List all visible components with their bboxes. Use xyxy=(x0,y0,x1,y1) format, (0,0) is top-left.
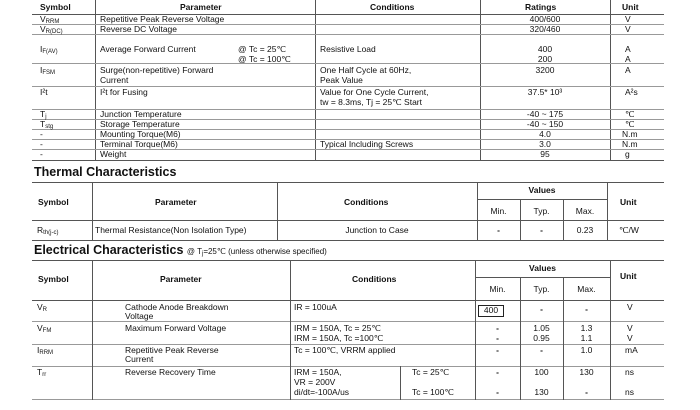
rating: -40 ~ 150 xyxy=(526,119,564,129)
unit: ℃/W xyxy=(619,225,639,235)
symbol: I xyxy=(37,345,40,355)
parameter: Repetitive Peak Reverse Voltage xyxy=(100,14,225,24)
unit: V xyxy=(625,14,631,24)
symbol-sub: FSM xyxy=(42,70,56,76)
header-parameter: Parameter xyxy=(180,2,222,12)
unit: A xyxy=(625,54,631,64)
header-conditions: Conditions xyxy=(352,274,397,284)
table-row xyxy=(37,368,46,381)
unit: V xyxy=(627,323,633,333)
rating: -40 ~ 175 xyxy=(526,109,564,119)
typ-value: - xyxy=(540,345,543,355)
header-values: Values xyxy=(528,185,556,195)
header-values: Values xyxy=(529,263,556,273)
unit: g xyxy=(625,149,630,159)
parameter-condition: @ Tc = 25℃ xyxy=(238,44,287,54)
condition-temp: Tc = 100℃ xyxy=(412,387,454,397)
unit: V xyxy=(627,302,633,312)
header-unit: Unit xyxy=(620,197,637,207)
parameter: Repetitive Peak Reverse xyxy=(125,345,219,355)
divider xyxy=(32,260,664,261)
parameter: Junction Temperature xyxy=(100,109,182,119)
divider xyxy=(290,260,291,400)
header-parameter: Parameter xyxy=(155,197,197,207)
parameter: Storage Temperature xyxy=(100,119,180,129)
thermal-title: Thermal Characteristics xyxy=(34,165,177,179)
parameter: Maximum Forward Voltage xyxy=(125,323,227,333)
unit: ℃ xyxy=(625,109,635,119)
table-row xyxy=(40,25,63,38)
divider xyxy=(32,399,664,400)
symbol-sub: j xyxy=(45,114,47,120)
parameter: Reverse Recovery Time xyxy=(125,367,216,377)
condition: Junction to Case xyxy=(345,225,409,235)
header-typ: Typ. xyxy=(533,206,550,216)
header-symbol: Symbol xyxy=(38,274,69,284)
divider xyxy=(32,240,664,241)
note-suffix: =25℃ (unless otherwise specified) xyxy=(203,247,327,256)
table-row xyxy=(37,324,51,337)
max-value: - xyxy=(585,387,588,397)
parameter: Voltage xyxy=(125,311,154,321)
parameter: Terminal Torque(M6) xyxy=(100,139,178,149)
condition: Peak Value xyxy=(320,75,363,85)
symbol-sub: FM xyxy=(42,328,52,334)
parameter: Cathode Anode Breakdown xyxy=(125,302,229,312)
table-row xyxy=(37,226,58,239)
parameter: Average Forward Current xyxy=(100,44,196,54)
unit: A xyxy=(625,44,631,54)
unit: N.m xyxy=(622,129,638,139)
divider xyxy=(475,277,610,278)
typ-value: 100 xyxy=(534,367,549,377)
rating: 95 xyxy=(540,149,550,159)
unit: V xyxy=(627,333,633,343)
parameter: Thermal Resistance(Non Isolation Type) xyxy=(95,225,247,235)
note-sub: j xyxy=(201,251,204,257)
min-value: - xyxy=(496,345,499,355)
header-conditions: Conditions xyxy=(344,197,389,207)
symbol: T xyxy=(37,367,43,377)
max-value: - xyxy=(585,304,588,314)
table-row xyxy=(37,346,53,359)
note-prefix: @ T xyxy=(186,247,202,256)
symbol: V xyxy=(37,302,43,312)
max-value: 130 xyxy=(579,367,594,377)
condition: IRM = 150A, xyxy=(294,367,342,377)
min-value: - xyxy=(497,225,500,235)
header-ratings: Ratings xyxy=(525,2,557,12)
header-parameter: Parameter xyxy=(160,274,202,284)
rating: 320/460 xyxy=(529,24,561,34)
divider xyxy=(32,300,664,301)
header-symbol: Symbol xyxy=(38,197,69,207)
parameter: Reverse DC Voltage xyxy=(100,24,178,34)
condition: IRM = 150A, Tc =100℃ xyxy=(294,333,384,343)
symbol: T xyxy=(40,119,46,129)
divider xyxy=(400,366,401,400)
rating: 200 xyxy=(537,54,553,64)
divider xyxy=(92,260,93,400)
symbol-sub: R(DC) xyxy=(45,29,63,35)
condition: di/dt=-100A/us xyxy=(294,387,350,397)
electrical-title-note xyxy=(187,247,327,256)
max-value: 1.0 xyxy=(580,345,593,355)
condition: Resistive Load xyxy=(320,44,376,54)
rating: 3.0 xyxy=(539,139,551,149)
typ-value: - xyxy=(540,304,543,314)
symbol: - xyxy=(40,139,43,149)
symbol-sub: th(j-c) xyxy=(43,230,59,236)
rating: 3200 xyxy=(535,65,555,75)
table-row xyxy=(40,66,55,79)
header-max: Max. xyxy=(575,206,595,216)
header-max: Max. xyxy=(577,284,596,294)
symbol: V xyxy=(40,24,46,34)
condition: Tc = 100℃, VRRM applied xyxy=(294,345,396,355)
parameter: Mounting Torque(M6) xyxy=(100,129,181,139)
symbol-sub: F(AV) xyxy=(42,49,58,55)
rating: 400/600 xyxy=(529,14,561,24)
min-value: - xyxy=(496,323,499,333)
divider xyxy=(32,220,664,221)
condition: IR = 100uA xyxy=(294,302,337,312)
symbol: - xyxy=(40,149,43,159)
typ-value: 0.95 xyxy=(533,333,550,343)
rating: 4.0 xyxy=(539,129,551,139)
typ-value: 130 xyxy=(534,387,549,397)
condition: Typical Including Screws xyxy=(320,139,414,149)
min-value: - xyxy=(496,387,499,397)
unit: ns xyxy=(625,367,634,377)
table-row xyxy=(40,45,58,58)
rating: 37.5* 10³ xyxy=(527,87,563,97)
symbol-sub: rr xyxy=(42,372,47,378)
condition: Value for One Cycle Current, xyxy=(320,87,429,97)
unit: A²s xyxy=(625,87,638,97)
condition: VR = 200V xyxy=(294,377,336,387)
unit: mA xyxy=(625,345,638,355)
symbol-sub: RRM xyxy=(39,350,54,356)
symbol: I xyxy=(40,44,43,54)
symbol-sub: R xyxy=(42,307,48,313)
min-value: 400 xyxy=(478,305,504,317)
symbol: V xyxy=(37,323,43,333)
symbol: V xyxy=(40,14,46,24)
symbol: I xyxy=(40,65,43,75)
header-typ: Typ. xyxy=(533,284,550,294)
header-min: Min. xyxy=(490,206,507,216)
electrical-title xyxy=(34,243,327,257)
symbol: R xyxy=(37,225,44,235)
min-value: - xyxy=(496,333,499,343)
divider xyxy=(610,260,611,400)
max-value: 1.3 xyxy=(580,323,593,333)
rating: 400 xyxy=(537,44,553,54)
max-value: 1.1 xyxy=(580,333,593,343)
condition: One Half Cycle at 60Hz, xyxy=(320,65,412,75)
symbol-sub: RRM xyxy=(45,19,60,25)
parameter: Weight xyxy=(100,149,127,159)
symbol: - xyxy=(40,129,43,139)
symbol: T xyxy=(40,109,46,119)
divider xyxy=(92,182,93,240)
unit: ℃ xyxy=(625,119,635,129)
parameter: Current xyxy=(125,354,154,364)
electrical-title-text: Electrical Characteristics xyxy=(34,243,184,257)
unit: A xyxy=(625,65,631,75)
parameter: Current xyxy=(100,75,129,85)
parameter: I²t for Fusing xyxy=(100,87,148,97)
symbol: I²t xyxy=(40,87,48,97)
header-min: Min. xyxy=(489,284,506,294)
condition-temp: Tc = 25℃ xyxy=(412,367,450,377)
max-value: 0.23 xyxy=(576,225,594,235)
unit: V xyxy=(625,24,631,34)
parameter: Surge(non-repetitive) Forward xyxy=(100,65,214,75)
header-unit: Unit xyxy=(620,271,637,281)
header-unit: Unit xyxy=(622,2,639,12)
header-conditions: Conditions xyxy=(370,2,415,12)
divider xyxy=(477,199,607,200)
divider xyxy=(607,182,608,240)
parameter-condition: @ Tc = 100℃ xyxy=(238,54,291,64)
divider xyxy=(32,160,664,161)
divider xyxy=(32,182,664,183)
condition: IRM = 150A, Tc = 25℃ xyxy=(294,323,381,333)
symbol-sub: stg xyxy=(45,124,54,130)
min-value: - xyxy=(496,367,499,377)
table-row xyxy=(37,303,47,316)
typ-value: 1.05 xyxy=(533,323,550,333)
unit: ns xyxy=(625,387,634,397)
header-symbol: Symbol xyxy=(40,2,71,12)
typ-value: - xyxy=(540,225,543,235)
unit: N.m xyxy=(622,139,638,149)
condition: tw = 8.3ms, Tj = 25℃ Start xyxy=(320,97,422,107)
